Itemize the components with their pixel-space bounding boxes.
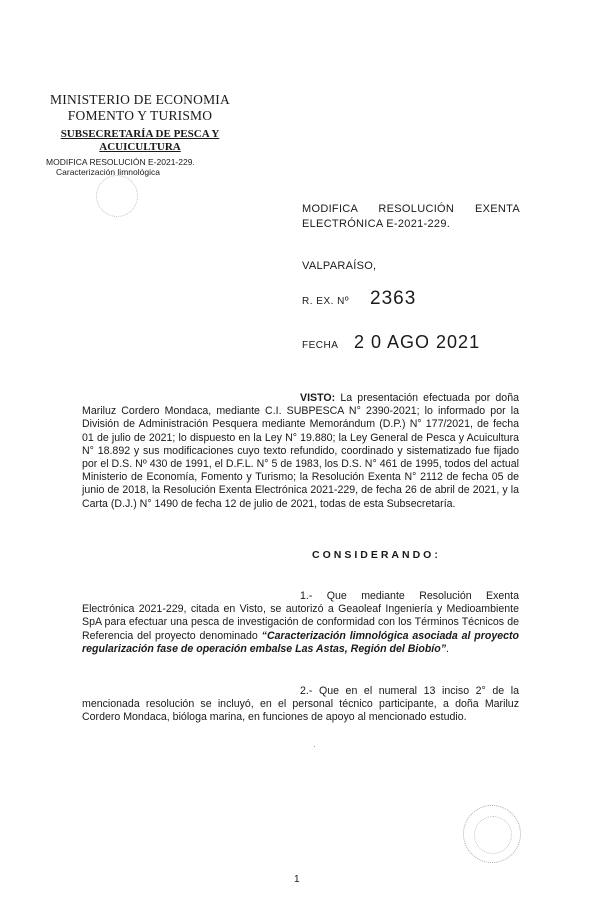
reference-note [46,157,216,177]
ministry-line1: MINISTERIO DE ECONOMIA [50,92,230,107]
ministry-heading [40,92,240,124]
reference-line1: MODIFICA RESOLUCIÓN E-2021-229. [46,157,195,167]
resolution-label: R. EX. Nº [302,296,350,307]
page-number: 1 [294,874,300,885]
point-1-paragraph [82,590,519,656]
point-2-text: 2.- Que en el numeral 13 inciso 2° de la mencionada resolución se incluyó, en el personal técnico participante, a doña Mariluz Cordero Mondaca, bióloga marina, en funciones de apoyo al mencionado estudio. [82,685,519,724]
place: VALPARAÍSO, [302,260,377,272]
ministry-line2: FOMENTO Y TURISMO [67,108,213,123]
resolution-number: 2363 [370,288,417,309]
office-stamp-icon [463,805,521,863]
visto-label: VISTO: [300,392,336,404]
seal-stamp-icon [96,175,138,217]
subsecretaria-heading [40,128,240,154]
visto-paragraph [82,392,519,511]
document-title [302,202,520,232]
scan-mark: · [313,742,316,751]
title-line1: MODIFICA RESOLUCIÓN EXENTA [302,203,520,215]
reference-line2: Caracterización limnológica [56,167,160,177]
subsecretaria-line2: ACUICULTURA [99,141,181,153]
date-label: FECHA [302,340,339,351]
point-1-text: 1.- Que mediante Resolución Exenta Electrónica 2021-229, citada en Visto, se autorizó a Geaoleaf Ingeniería y Medioambiente SpA para efectuar una pesca de investigación de conformidad con los Términos Técnicos de Referencia del proyecto denominado [82,590,519,642]
visto-text: La presentación efectuada por doña Mariluz Cordero Mondaca, mediante C.I. SUBPESCA N° 2390-2021; lo informado por la División de Administración Pesquera mediante Memorándum (D.P.) N° 177/2021, de fecha 01 de julio de 2021; lo dispuesto en la Ley N° 19.880; la Ley General de Pesca y Acuicultura N° 18.892 y sus modificaciones cuyo texto refundido, coordinado y sistematizado fue fijado por el D.S. Nº 430 de 1991, el D.F.L. N° 5 de 1983, los D.S. N° 461 de 1995, todos del actual Ministerio de Economía, Fomento y Turismo; la Resolución Exenta N° 2112 de fecha 05 de junio de 2018, la Resolución Exenta Electrónica 2021-229, de fecha 26 de abril de 2021, y la Carta (D.J.) N° 1490 de fecha 12 de julio de 2021, todas de esta Subsecretaría. [82,392,519,510]
title-line2: ELECTRÓNICA E-2021-229. [302,218,451,230]
date-value: 2 0 AGO 2021 [354,332,481,352]
point-2-paragraph [82,685,519,725]
considerando-heading: CONSIDERANDO: [312,549,441,561]
point-1-end: . [446,642,449,655]
subsecretaria-line1: SUBSECRETARÍA DE PESCA Y [60,128,220,140]
point-1-project-name: “Caracterización limnológica asociada al proyecto regularización fase de operación embalse Las Astas, Región del Biobío” [82,629,519,655]
